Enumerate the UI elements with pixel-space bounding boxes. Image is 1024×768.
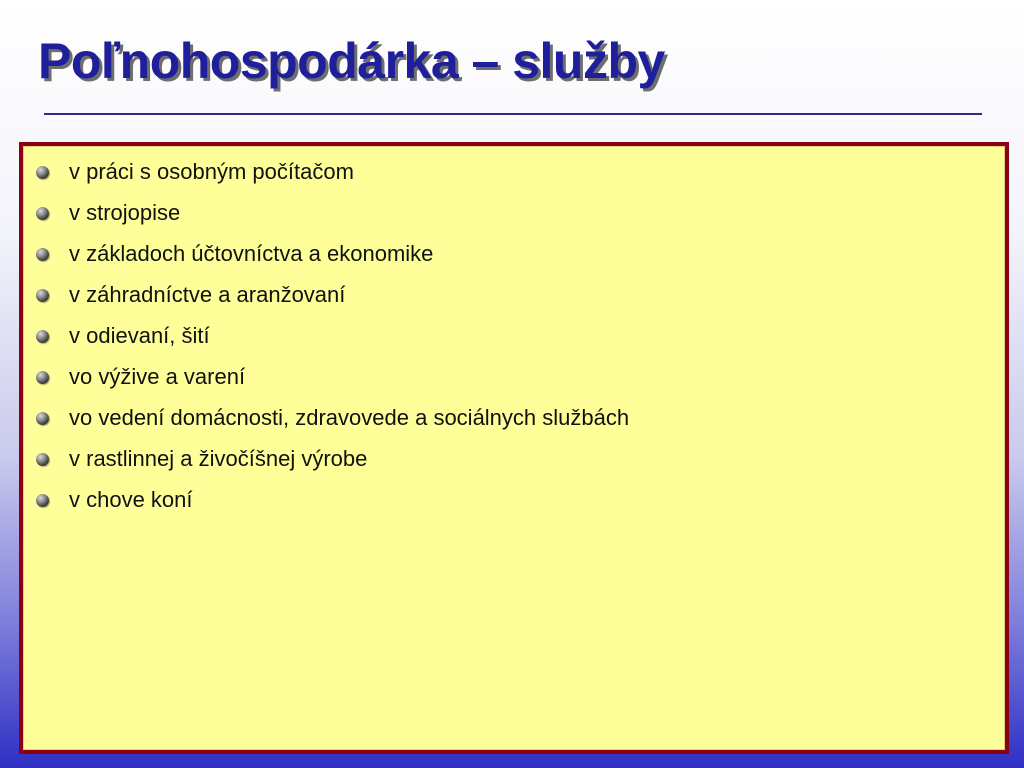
list-item bbox=[23, 400, 1005, 441]
sphere-bullet-icon bbox=[36, 330, 49, 343]
list-item bbox=[23, 318, 1005, 359]
sphere-bullet-icon bbox=[36, 371, 49, 384]
sphere-bullet-icon bbox=[36, 494, 49, 507]
title-underline bbox=[44, 113, 982, 115]
sphere-bullet-icon bbox=[36, 412, 49, 425]
list-item bbox=[23, 441, 1005, 482]
list-item bbox=[23, 195, 1005, 236]
sphere-bullet-icon bbox=[36, 166, 49, 179]
list-item-text: v rastlinnej a živočíšnej výrobe bbox=[69, 446, 368, 471]
sphere-bullet-icon bbox=[36, 289, 49, 302]
slide-title: Poľnohospodárka – služby bbox=[38, 33, 665, 89]
list-item-text: v strojopise bbox=[69, 200, 181, 225]
list-item bbox=[23, 236, 1005, 277]
sphere-bullet-icon bbox=[36, 248, 49, 261]
list-item-text: v základoch účtovníctva a ekonomike bbox=[69, 241, 434, 266]
sphere-bullet-icon bbox=[36, 207, 49, 220]
list-item bbox=[23, 154, 1005, 195]
list-item bbox=[23, 277, 1005, 318]
content-box bbox=[19, 142, 1009, 754]
list-item bbox=[23, 482, 1005, 523]
list-item-text: v práci s osobným počítačom bbox=[69, 159, 354, 184]
list-item-text: v odievaní, šití bbox=[69, 323, 210, 348]
bullet-list bbox=[23, 146, 1005, 523]
sphere-bullet-icon bbox=[36, 453, 49, 466]
list-item-text: v chove koní bbox=[69, 487, 193, 512]
list-item-text: vo výžive a varení bbox=[69, 364, 246, 389]
list-item-text: v záhradníctve a aranžovaní bbox=[69, 282, 346, 307]
list-item bbox=[23, 359, 1005, 400]
list-item-text: vo vedení domácnosti, zdravovede a sociálnych službách bbox=[69, 405, 630, 430]
